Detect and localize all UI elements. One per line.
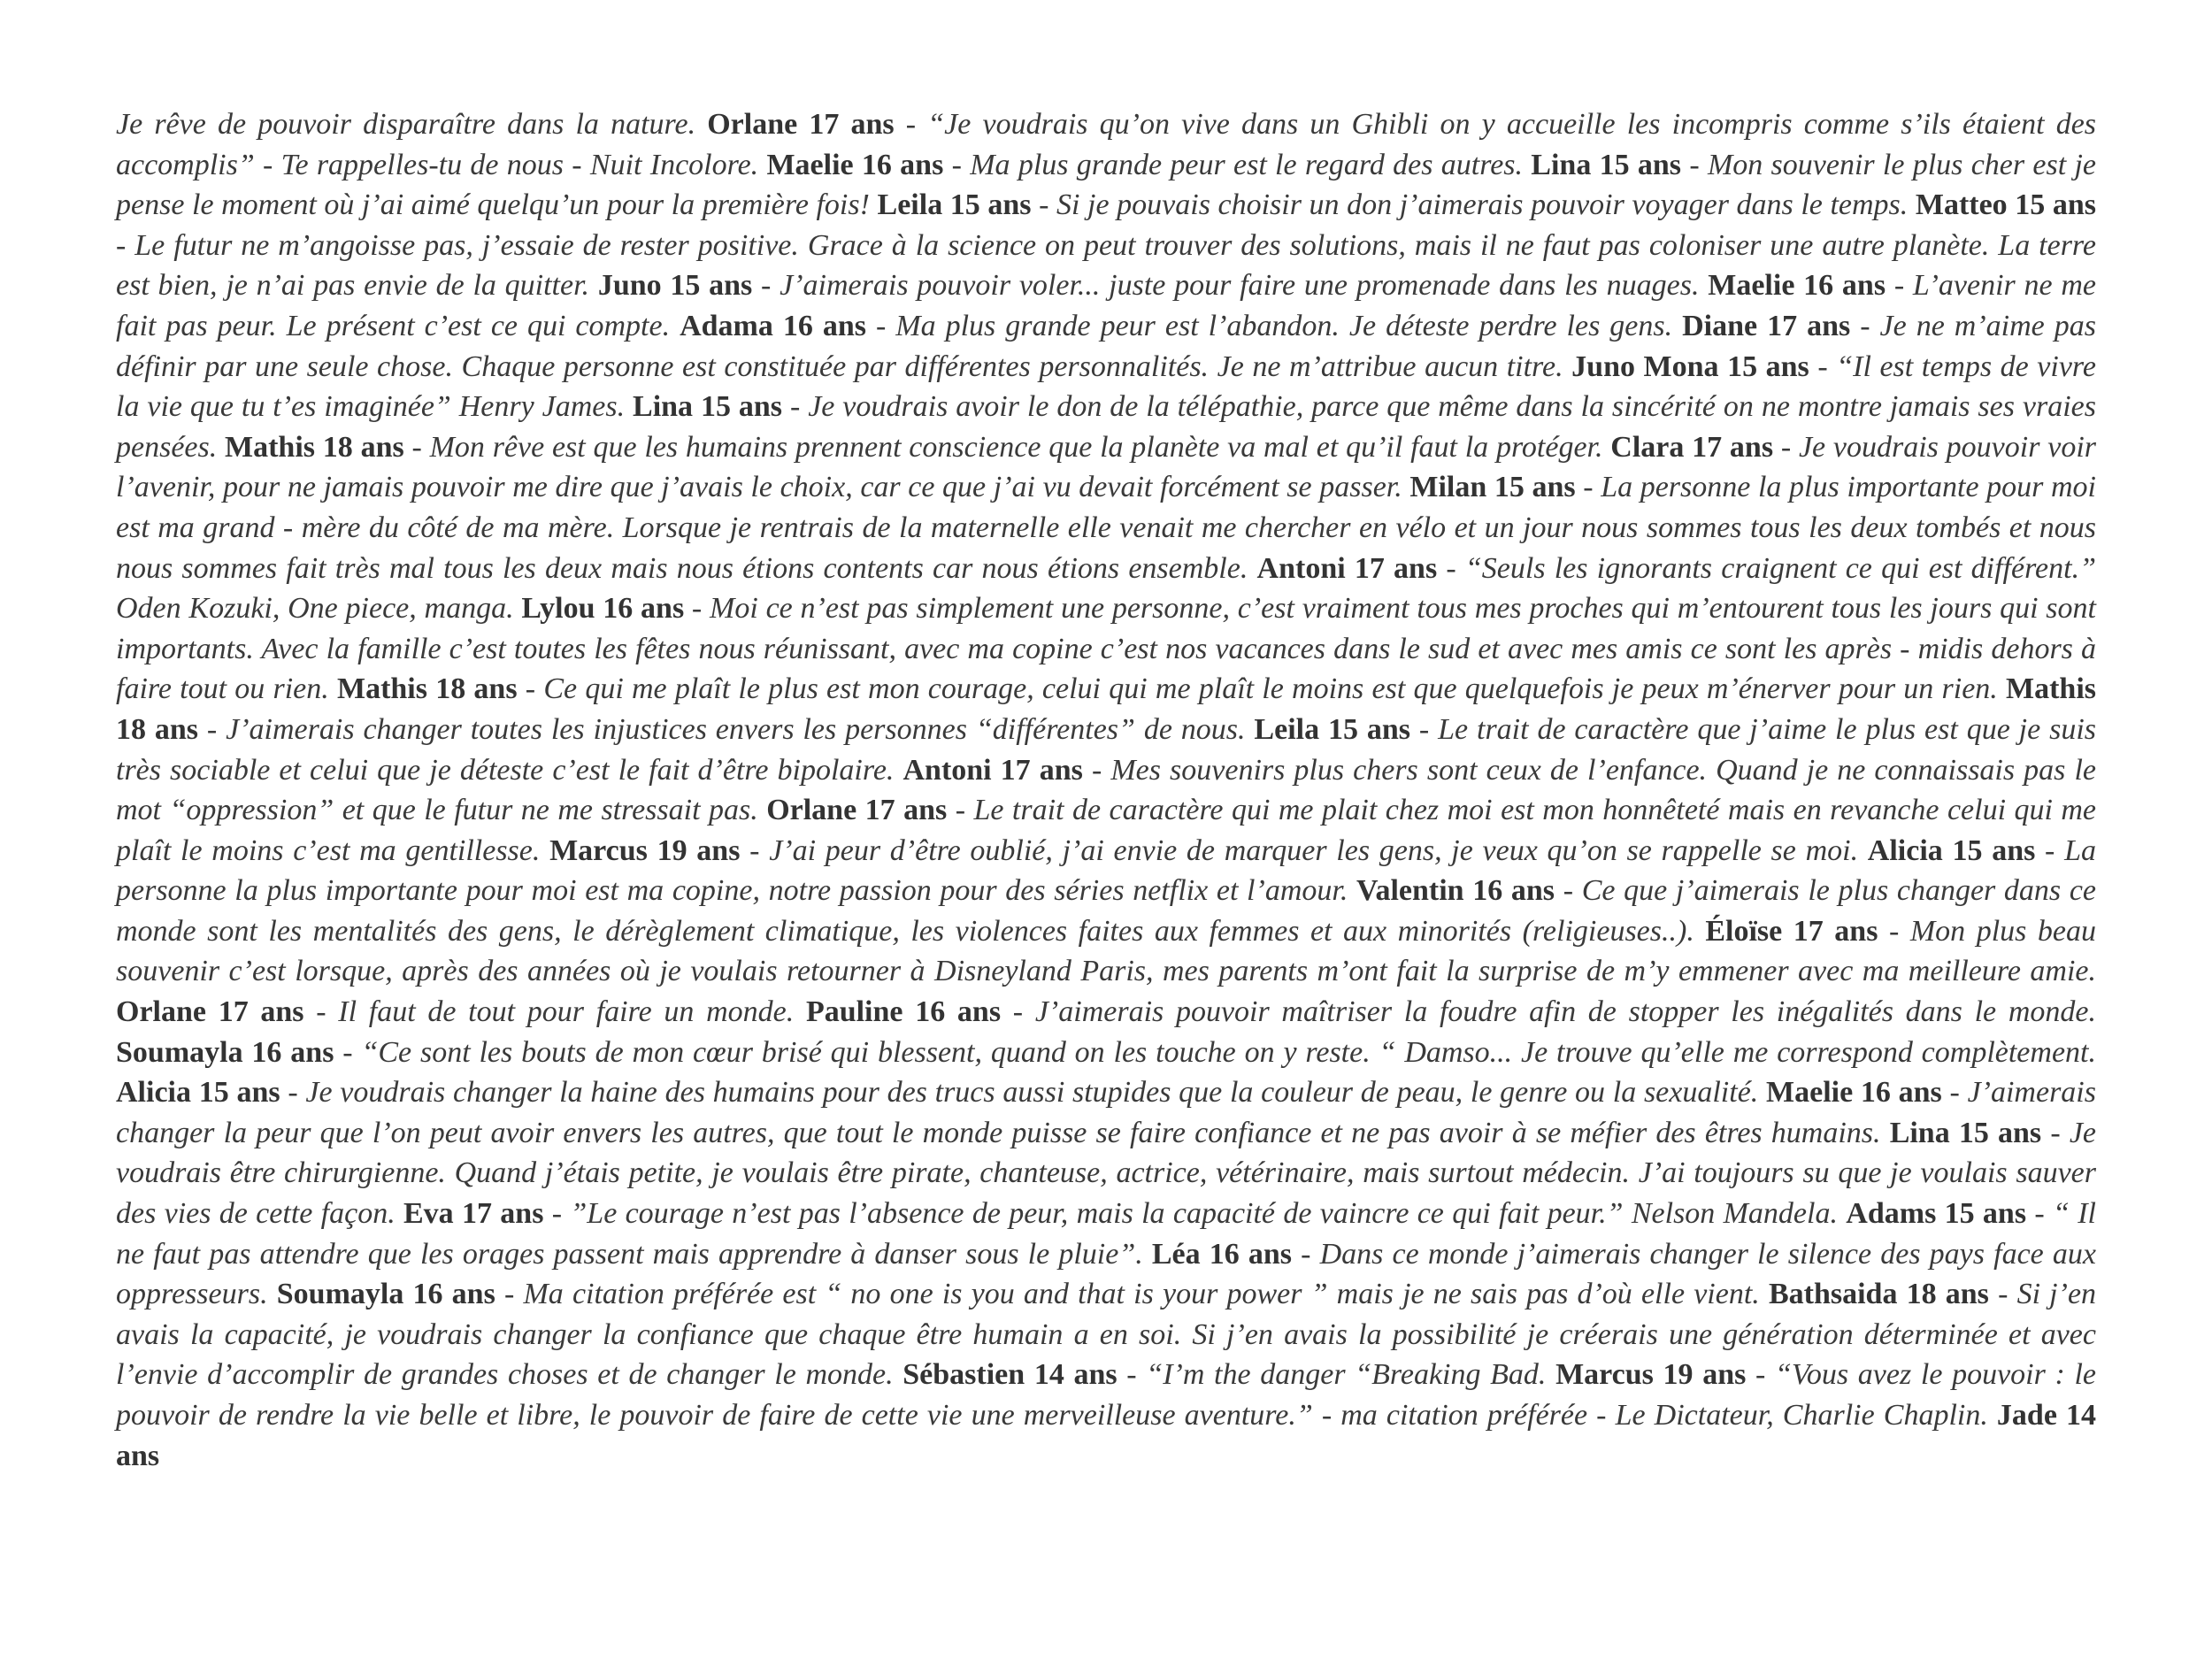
author-name: Maelie 16 ans (1766, 1076, 1942, 1110)
separator: - (1437, 551, 1465, 585)
author-name: Orlane 17 ans (766, 794, 948, 827)
quote-text: Je voudrais pouvoir voir l’avenir, pour ne jamais pouvoir me dire que j’avais le choix, car ce que j’ai vu devait forcément se passer. (116, 430, 2096, 504)
author-name: Matteo 15 ans (1915, 188, 2096, 222)
separator: - (403, 430, 430, 464)
author-name: Clara 17 ans (1610, 430, 1774, 464)
separator: - (1809, 349, 1837, 383)
author-name: Eva 17 ans (403, 1197, 544, 1231)
quote-text: Je rêve de pouvoir disparaître dans la nature. (116, 108, 708, 141)
author-name: Lina 15 ans (633, 390, 783, 424)
quote-text: J’ai peur d’être oublié, j’ai envie de marquer les gens, je veux qu’on se rappelle se moi. (769, 833, 1868, 867)
author-name: Mathis 18 ans (225, 430, 404, 464)
author-name: Maelie 16 ans (766, 148, 944, 181)
quote-text: Il faut de tout pour faire un monde. (338, 995, 806, 1029)
quote-text: Ma plus grande peur est le regard des autres. (970, 148, 1532, 181)
quotes-paragraph (116, 104, 2096, 1476)
author-name: Mathis 18 ans (116, 672, 2096, 746)
separator: - (2041, 1116, 2070, 1149)
quote-text: Si je pouvais choisir un don j’aimerais pouvoir voyager dans le temps. (1056, 188, 1916, 222)
quote-text: Mes souvenirs plus chers sont ceux de l’enfance. Quand je ne connaissais pas le mot “oppression” et que le futur ne me stressait pas. (116, 753, 2096, 827)
author-name: Antoni 17 ans (1256, 551, 1438, 585)
quote-text: Mon rêve est que les humains prennent conscience que la planète va mal et qu’il faut la protéger. (429, 430, 1611, 464)
author-name: Soumayla 16 ans (116, 1035, 334, 1069)
quote-text: “Seuls les ignorants craignent ce qui est différent.” Oden Kozuki, One piece, manga. (116, 551, 2096, 626)
separator: - (752, 269, 780, 303)
separator: - (1082, 753, 1111, 787)
separator: - (947, 794, 974, 827)
separator: - (1878, 914, 1910, 948)
separator: - (782, 390, 809, 424)
quote-text: “Vous avez le pouvoir : le pouvoir de rendre la vie belle et libre, le pouvoir de faire de cette vie une merveilleuse aventure.” - ma citation préférée - Le Dictateur, Charlie Chaplin. (116, 1358, 2097, 1432)
separator: - (1681, 148, 1708, 181)
quote-text: Ma citation préférée est “ no one is you and that is your power ” mais je ne sais pas d’où elle vient. (523, 1278, 1769, 1311)
author-name: Éloïse 17 ans (1705, 914, 1878, 948)
author-name: Juno 15 ans (597, 269, 753, 303)
quote-text: ”Le courage n’est pas l’absence de peur, mais la capacité de vaincre ce qui fait peur.” Nelson Mandela. (570, 1197, 1847, 1231)
author-name: Lylou 16 ans (521, 592, 685, 626)
quote-text: Mon plus beau souvenir c’est lorsque, après des années où je voulais retourner à Disneyland Paris, mes parents m’ont fait la surprise de m’y emmener avec ma meilleure amie. (116, 914, 2096, 988)
separator: - (1850, 309, 1880, 342)
author-name: Mathis 18 ans (336, 672, 518, 706)
quote-text: Si j’en avais la capacité, je voudrais changer la confiance que chaque être humain a en soi. Si j’en avais la possibilité je créerais une génération déterminée et avec l’envie d’accomplir de grandes choses et de changer le monde. (116, 1278, 2097, 1392)
separator: - (543, 1197, 571, 1231)
quote-text: Dans ce monde j’aimerais changer le silence des pays face aux oppresseurs. (116, 1237, 2096, 1311)
author-name: Léa 16 ans (1151, 1237, 1293, 1271)
separator: - (1292, 1237, 1320, 1271)
author-name: Milan 15 ans (1409, 471, 1576, 504)
quote-text: J’aimerais changer toutes les injustices envers les personnes “différentes” de nous. (226, 712, 1255, 746)
quote-text: “I’m the danger “Breaking Bad. (1146, 1358, 1556, 1392)
quote-text: J’aimerais changer la peur que l’on peut avoir envers les autres, que tout le monde puisse se faire confiance et ne pas avoir à se méfier des êtres humains. (116, 1076, 2096, 1149)
separator: - (1575, 471, 1601, 504)
author-name: Leila 15 ans (1254, 712, 1410, 746)
quote-text: J’aimerais pouvoir voler... juste pour faire une promenade dans les nuages. (780, 269, 1709, 303)
separator: - (1773, 430, 1799, 464)
author-name: Valentin 16 ans (1356, 874, 1555, 908)
separator: - (1555, 874, 1582, 908)
separator: - (943, 148, 971, 181)
quote-text: L’avenir ne me fait pas peur. Le présent c’est ce qui compte. (116, 269, 2096, 342)
separator: - (1988, 1278, 2017, 1311)
author-name: Bathsaida 18 ans (1768, 1278, 1989, 1311)
quote-text: Moi ce n’est pas simplement une personne, c’est vraiment tous mes proches qui m’entourent tous les jours qui sont importants. Avec la famille c’est toutes les fêtes nous réunissant, avec ma copine c’est nos vacances dans le sud et avec mes amis ce sont les après - midis dehors à faire tout ou rien. (116, 592, 2096, 706)
quote-text: Le futur ne m’angoisse pas, j’essaie de rester positive. Grace à la science on peut trouver des solutions, mais il ne faut pas coloniser une autre planète. La terre est bien, je n’ai pas envie de la quitter. (116, 228, 2096, 303)
separator: - (1941, 1076, 1968, 1110)
author-name: Orlane 17 ans (707, 108, 895, 141)
quote-text: “Je voudrais qu’on vive dans un Ghibli on y accueille les incompris comme s’ils étaient des accomplis” - Te rappelles-tu de nous - Nuit Incolore. (116, 108, 2097, 181)
separator: - (116, 228, 135, 262)
author-name: Adama 16 ans (680, 309, 866, 342)
separator: - (2035, 833, 2065, 867)
quote-text: La personne la plus importante pour moi est ma grand - mère du côté de ma mère. Lorsque je rentrais de la maternelle elle venait me chercher en vélo et un jour nous sommes tous les deux tombés et nous nous sommes fait très mal tous les deux mais nous étions contents car nous étions ensemble. (116, 471, 2096, 585)
separator: - (1886, 269, 1913, 303)
quote-text: Je voudrais être chirurgienne. Quand j’étais petite, je voulais être pirate, chanteuse, actrice, vétérinaire, mais surtout médecin. J’ai toujours su que je voulais sauver des vies de cette façon. (116, 1116, 2096, 1231)
separator: - (1746, 1358, 1775, 1392)
quote-text: Le trait de caractère que j’aime le plus est que je suis très sociable et celui que je déteste c’est le fait d’être bipolaire. (116, 712, 2097, 787)
author-name: Juno Mona 15 ans (1571, 349, 1809, 383)
separator: - (517, 672, 544, 706)
quote-text: Ce que j’aimerais le plus changer dans ce monde sont les mentalités des gens, le dérèglement climatique, les violences faites aux femmes et aux minorités (religieuses..). (116, 874, 2097, 948)
separator: - (740, 833, 770, 867)
author-name: Jade 14 ans (116, 1399, 2097, 1472)
author-name: Alicia 15 ans (116, 1076, 280, 1110)
author-name: Marcus 19 ans (549, 833, 741, 867)
quote-text: “ Il ne faut pas attendre que les orages passent mais apprendre à danser sous le pluie”. (116, 1197, 2096, 1271)
quote-text: Le trait de caractère qui me plait chez moi est mon honnêteté mais en revanche celui qui me plaît le moins c’est ma gentillesse. (116, 794, 2097, 867)
author-name: Soumayla 16 ans (276, 1278, 495, 1311)
quote-text: Je voudrais avoir le don de la télépathie, parce que même dans la sincérité on ne montre jamais ses vraies pensées. (116, 390, 2096, 464)
quote-text: Ma plus grande peur est l’abandon. Je déteste perdre les gens. (895, 309, 1683, 342)
separator: - (1410, 712, 1439, 746)
quote-text: “Ce sont les bouts de mon cœur brisé qui blessent, quand on les touche on y reste. “ Damso... Je trouve qu’elle me correspond complètement. (361, 1035, 2096, 1069)
author-name: Leila 15 ans (877, 188, 1032, 222)
separator: - (866, 309, 896, 342)
separator: - (894, 108, 928, 141)
separator: - (1001, 995, 1035, 1029)
author-name: Lina 15 ans (1889, 1116, 2042, 1149)
quote-text: “Il est temps de vivre la vie que tu t’es imaginée” Henry James. (116, 349, 2096, 424)
quote-text: J’aimerais pouvoir maîtriser la foudre afin de stopper les inégalités dans le monde. (1034, 995, 2097, 1029)
author-name: Adams 15 ans (1846, 1197, 2027, 1231)
quote-text: Je voudrais changer la haine des humains pour des trucs aussi stupides que la couleur de peau, le genre ou la sexualité. (305, 1076, 1767, 1110)
separator: - (495, 1278, 524, 1311)
separator: - (303, 995, 339, 1029)
author-name: Sébastien 14 ans (902, 1358, 1118, 1392)
author-name: Orlane 17 ans (116, 995, 304, 1029)
separator: - (280, 1076, 306, 1110)
quote-text: Mon souvenir le plus cher est je pense le moment où j’ai aimé quelqu’un pour la première fois! (116, 148, 2096, 222)
separator: - (1117, 1358, 1147, 1392)
quote-text: La personne la plus importante pour moi est ma copine, notre passion pour des séries netflix et l’amour. (116, 833, 2096, 908)
separator: - (2026, 1197, 2053, 1231)
separator: - (334, 1035, 362, 1069)
author-name: Antoni 17 ans (902, 753, 1083, 787)
author-name: Diane 17 ans (1682, 309, 1851, 342)
author-name: Alicia 15 ans (1867, 833, 2036, 867)
author-name: Maelie 16 ans (1708, 269, 1886, 303)
separator: - (198, 712, 227, 746)
quote-text: Je ne m’aime pas définir par une seule chose. Chaque personne est constituée par différentes personnalités. Je ne m’attribue aucun titre. (116, 309, 2096, 383)
author-name: Marcus 19 ans (1555, 1358, 1747, 1392)
author-name: Lina 15 ans (1531, 148, 1682, 181)
author-name: Pauline 16 ans (805, 995, 1002, 1029)
separator: - (1031, 188, 1057, 222)
separator: - (684, 592, 710, 626)
quote-text: Ce qui me plaît le plus est mon courage, celui qui me plaît le moins est que quelquefois je peux m’énerver pour un rien. (543, 672, 2006, 706)
